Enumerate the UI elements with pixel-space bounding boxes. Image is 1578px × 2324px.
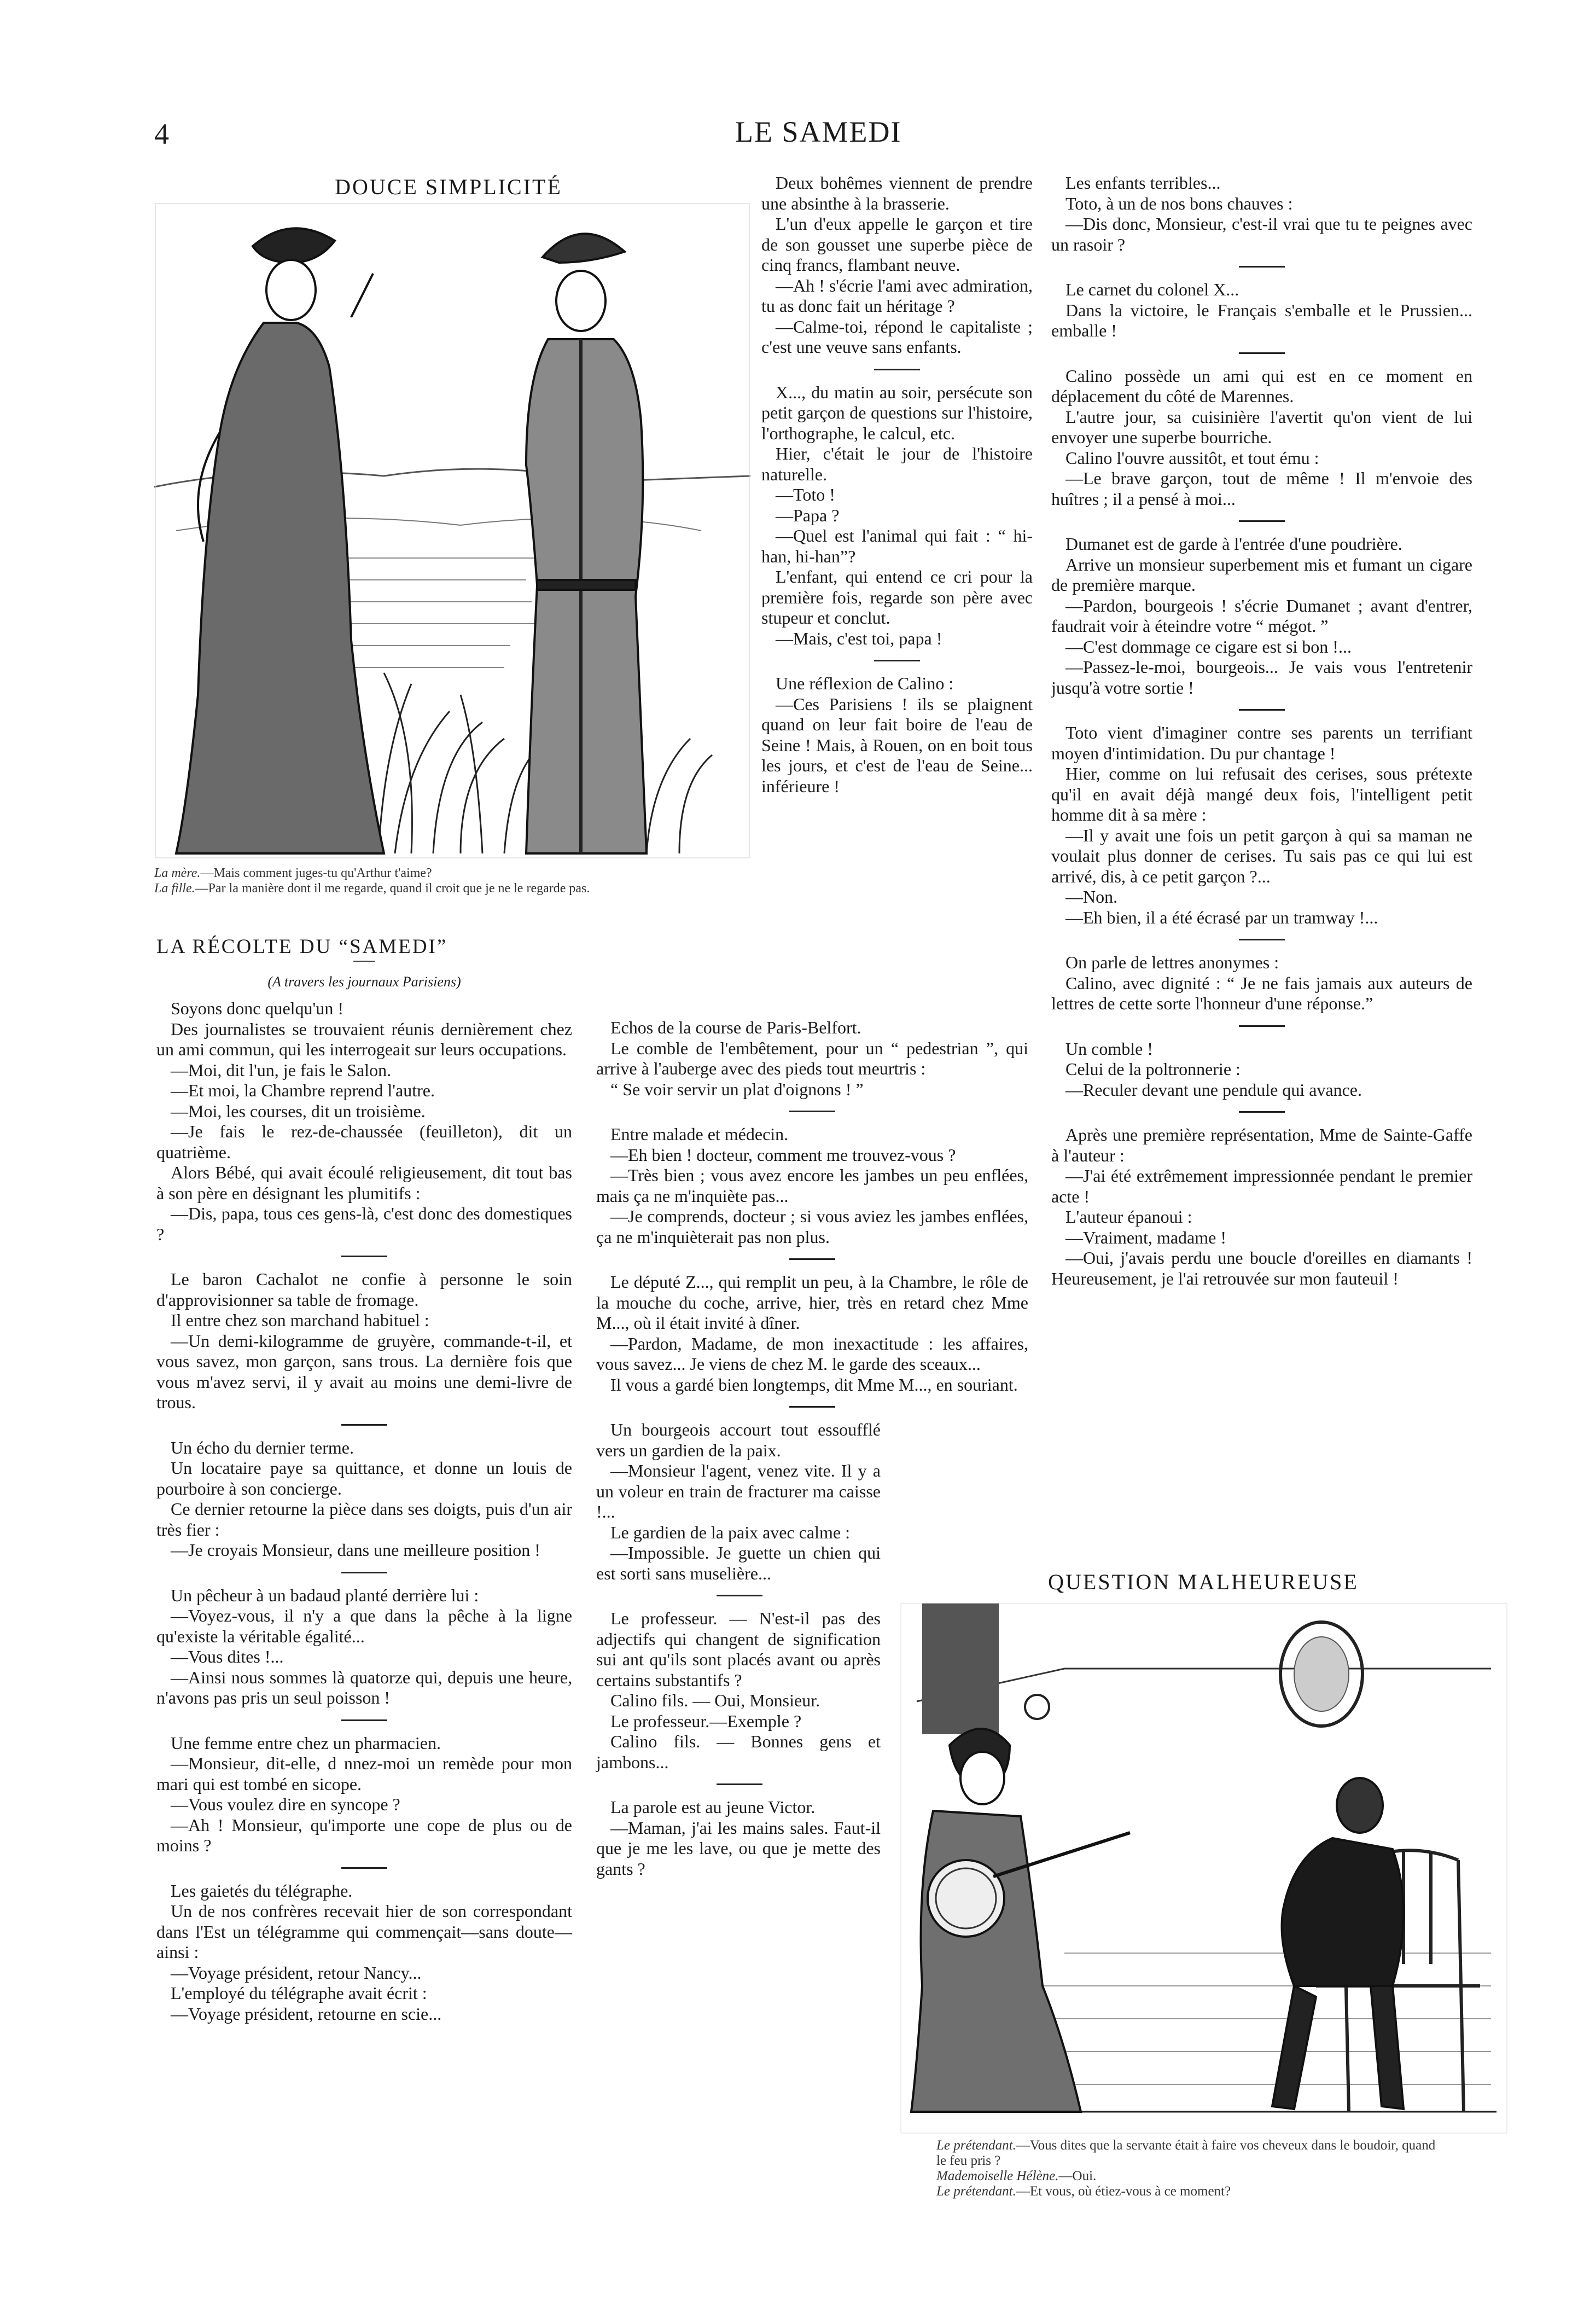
paragraph: Entre malade et médecin. (610, 1124, 789, 1144)
paragraph: Soyons donc quelqu'un ! (171, 998, 343, 1018)
anecdote-un-comble (1051, 1039, 1472, 1101)
paragraph: Alors Bébé, qui avait écoulé religieusement, dit tout bas à son père en désignant les plumitifs : (156, 1163, 572, 1203)
paragraph: —Pardon, Madame, de mon inexactitude : les affaires, vous savez... Je viens de chez M. le garde des sceaux... (596, 1333, 1028, 1374)
paragraph: Un bourgeois accourt tout essoufflé vers un gardien de la paix. (596, 1420, 881, 1460)
separator (341, 1256, 387, 1257)
separator (341, 1424, 387, 1426)
paragraph: Hier, c'était le jour de l'histoire naturelle. (761, 444, 1033, 484)
douce-simplicite-caption (154, 865, 734, 896)
anecdote-malade-medecin (596, 1124, 1028, 1247)
paragraph: Après une première représentation, Mme de Sainte-Gaffe à l'auteur : (1051, 1125, 1472, 1165)
question-malheureuse-title: QUESTION MALHEUREUSE (1048, 1570, 1359, 1594)
paragraph: Deux bohêmes viennent de prendre une absinthe à la brasserie. (761, 173, 1033, 213)
separator (789, 1406, 835, 1408)
paragraph: Le député Z..., qui remplit un peu, à la Chambre, le rôle de la mouche du coche, arrive, hier, très en retard chez Mme M..., où il était invité à dîner. (596, 1272, 1028, 1333)
paragraph: —Le brave garçon, tout de même ! Il m'envoie des huîtres ; il a pensé à moi... (1051, 468, 1472, 509)
caption-speaker-mother: La mère. (154, 866, 201, 880)
separator (341, 1867, 387, 1869)
anecdote-pharmacien (156, 1733, 572, 1856)
paragraph: —Voyage président, retour Nancy... (171, 1962, 422, 1983)
caption-text-mother: —Mais comment juges-tu qu'Arthur t'aime? (200, 866, 432, 880)
paragraph: Toto vient d'imaginer contre ses parents un terrifiant moyen d'intimidation. Du pur chantage ! (1051, 723, 1472, 763)
douce-simplicite-title: DOUCE SIMPLICITÉ (335, 175, 562, 199)
paragraph: Calino fils. — Bonnes gens et jambons... (596, 1732, 881, 1772)
paragraph: —Monsieur, dit-elle, d nnez-moi un remède pour mon mari qui est tombé en sicope. (156, 1753, 572, 1794)
paragraph: —Mais, c'est toi, papa ! (776, 628, 942, 648)
man-seated-figure (1272, 1778, 1404, 2109)
separator (1239, 939, 1285, 940)
anecdote-pecheur (156, 1585, 572, 1709)
paragraph: —Je croyais Monsieur, dans une meilleure position ! (171, 1540, 540, 1560)
separator (341, 1719, 387, 1721)
paragraph: La parole est au jeune Victor. (610, 1797, 816, 1817)
anecdote-professeur (596, 1608, 881, 1773)
paragraph: —Je comprends, docteur ; si vous aviez les jambes enflées, ça ne m'inquièterait pas non plus. (596, 1206, 1028, 1247)
paragraph: —Papa ? (776, 505, 840, 525)
caption-speaker-daughter: La fille. (154, 881, 195, 896)
paragraph: Calino, avec dignité : “ Je ne fais jamais aux auteurs de lettres de cette sorte l'honneur d'une réponse.” (1051, 973, 1472, 1013)
paragraph: —Je fais le rez-de-chaussée (feuilleton), dit un quatrième. (156, 1122, 572, 1162)
paragraph: —Moi, les courses, dit un troisième. (171, 1101, 426, 1121)
paragraph: Arrive un monsieur superbement mis et fumant un cigare de première marque. (1051, 554, 1472, 595)
separator (717, 1595, 762, 1596)
caption-speaker-pretendant: Le prétendant. (936, 2184, 1016, 2199)
paragraph: Le gardien de la paix avec calme : (610, 1522, 850, 1542)
paragraph: —C'est dommage ce cigare est si bon !... (1065, 636, 1352, 656)
paragraph: L'enfant, qui entend ce cri pour la première fois, regarde son père avec stupeur et conclut. (761, 567, 1033, 628)
paragraph: Le professeur.—Exemple ? (610, 1711, 802, 1731)
paragraph: Calino l'ouvre aussitôt, et tout ému : (1065, 448, 1319, 468)
paragraph: Toto, à un de nos bons chauves : (1065, 193, 1293, 213)
paragraph: On parle de lettres anonymes : (1065, 952, 1279, 972)
separator (789, 1258, 835, 1260)
paragraph: Calino fils. — Oui, Monsieur. (610, 1690, 820, 1710)
question-malheureuse-caption (936, 2138, 1440, 2199)
paragraph: —Impossible. Je guette un chien qui est sorti sans muselière... (596, 1543, 881, 1583)
paragraph: —Non. (1065, 887, 1118, 907)
paragraph: —Ainsi nous sommes là quatorze qui, depuis une heure, n'avons pas pris un seul poisson ! (156, 1667, 572, 1707)
separator (1239, 709, 1285, 711)
recolte-title: LA RÉCOLTE DU “SAMEDI” (156, 936, 448, 958)
paragraph: —Ces Parisiens ! ils se plaignent quand on leur fait boire de l'eau de Seine ! Mais, à Rouen, on en boit tous les jours, et c'est de l'eau de Seine... inférieure ! (761, 694, 1033, 796)
caption-text: —Oui. (1058, 2169, 1097, 2183)
paragraph: —Toto ! (776, 485, 835, 504)
anecdote-locataire (156, 1438, 572, 1561)
paragraph: L'un d'eux appelle le garçon et tire de son gousset une superbe pièce de cinq francs, flambant neuve. (761, 214, 1033, 275)
separator (1239, 1111, 1285, 1113)
separator (1239, 1025, 1285, 1027)
paragraph: Un comble ! (1065, 1038, 1153, 1059)
caption-text-daughter: —Par la manière dont il me regarde, quand il croit que je ne le regarde pas. (195, 881, 590, 896)
anecdote-calino-huitres (1051, 366, 1472, 510)
anecdote-sainte-gaffe (1051, 1125, 1472, 1289)
caption-text: —Et vous, où étiez-vous à ce moment? (1016, 2184, 1231, 2199)
paragraph: Celui de la poltronnerie : (1065, 1059, 1241, 1079)
paragraph: Une réflexion de Calino : (776, 673, 954, 693)
paragraph: L'autre jour, sa cuisinière l'avertit qu'on vient de lui envoyer une superbe bourriche. (1051, 406, 1472, 447)
caption-text: —Vous dites que la servante était à faire vos cheveux dans le boudoir, quand le feu pris ? (936, 2138, 1436, 2168)
anecdote-dumanet (1051, 534, 1472, 698)
paragraph: Le professeur. — N'est-il pas des adjectifs qui changent de signification sui ant qu'ils sont placés avant ou après certains substantifs ? (596, 1608, 881, 1690)
column-3 (1051, 173, 1472, 1289)
separator (789, 1111, 835, 1112)
separator (874, 369, 920, 370)
paragraph: Calino possède un ami qui est en ce moment en déplacement du côté de Marennes. (1051, 365, 1472, 406)
anecdote-reflexion-calino (761, 673, 1033, 797)
douce-simplicite-illustration (154, 202, 750, 859)
separator (1239, 352, 1285, 354)
journal-title: LE SAMEDI (735, 115, 902, 148)
paragraph: Un pêcheur à un badaud planté derrière lui : (171, 1585, 479, 1605)
anecdote-depute (596, 1272, 1028, 1395)
paragraph: Le carnet du colonel X... (1065, 280, 1239, 299)
paragraph: L'employé du télégraphe avait écrit : (171, 1983, 427, 2003)
paragraph: Hier, comme on lui refusait des cerises, sous prétexte qu'il en avait déjà mangé deux fois, l'intelligent petit homme dit à sa mère : (1051, 764, 1472, 824)
daughter-figure (526, 234, 647, 853)
paragraph: —Très bien ; vous avez encore les jambes un peu enflées, mais ça ne m'inquiète pas... (596, 1165, 1028, 1206)
paragraph: Le baron Cachalot ne confie à personne le soin d'approvisionner sa table de fromage. (156, 1269, 572, 1310)
paragraph: —Quel est l'animal qui fait : “ hi-han, hi-han”? (761, 526, 1033, 566)
paragraph: “ Se voir servir un plat d'oignons ! ” (610, 1079, 864, 1099)
paragraph: —Vous voulez dire en syncope ? (171, 1794, 400, 1814)
paragraph: Echos de la course de Paris-Belfort. (610, 1018, 861, 1037)
separator (717, 1783, 762, 1785)
paragraph: Ce dernier retourne la pièce dans ses doigts, puis d'un air très fier : (156, 1499, 572, 1539)
anecdote-journalistes (156, 998, 572, 1245)
anecdote-paris-belfort (596, 1018, 1028, 1100)
paragraph: —Vraiment, madame ! (1065, 1227, 1226, 1247)
question-malheureuse-illustration (900, 1603, 1507, 2134)
paragraph: —Oui, j'avais perdu une boucle d'oreilles en diamants ! Heureusement, je l'ai retrouvée sur mon fauteuil ! (1051, 1248, 1472, 1288)
separator (1239, 266, 1285, 268)
paragraph: —Dis, papa, tous ces gens-là, c'est donc des domestiques ? (156, 1204, 572, 1244)
paragraph: —J'ai été extrêmement impressionnée pendant le premier acte ! (1051, 1166, 1472, 1206)
caption-speaker-helene: Mademoiselle Hélène. (936, 2169, 1059, 2183)
paragraph: —Maman, j'ai les mains sales. Faut-il que je me les lave, ou que je mette des gants ? (596, 1817, 881, 1879)
paragraph: —Ah ! s'écrie l'ami avec admiration, tu as donc fait un héritage ? (761, 275, 1033, 316)
paragraph: —Un demi-kilogramme de gruyère, commande-t-il, et vous savez, mon garçon, sans trous. La dernière fois que vous m'avez servi, il y avait au moins une demi-livre de trous. (156, 1331, 572, 1412)
paragraph: Une femme entre chez un pharmacien. (171, 1733, 441, 1753)
paragraph: Un écho du dernier terme. (171, 1437, 354, 1457)
paragraph: —Reculer devant une pendule qui avance. (1065, 1079, 1362, 1100)
anecdote-toto-cerises (1051, 723, 1472, 928)
paragraph: —Pardon, bourgeois ! s'écrie Dumanet ; avant d'entrer, faudrait voir à éteindre votre “ mégot. ” (1051, 595, 1472, 636)
page-number: 4 (154, 118, 170, 150)
column-2-top (761, 173, 1033, 797)
paragraph: L'auteur épanoui : (1065, 1207, 1192, 1227)
paragraph: —Il y avait une fois un petit garçon à qui sa maman ne voulait plus donner de cerises. Tu sais pas ce qui lui est arrivé, dis, à ce petit garçon ?... (1051, 825, 1472, 886)
paragraph: Un de nos confrères recevait hier de son correspondant dans l'Est un télégramme qui commençait—sans doute—ainsi : (156, 1901, 572, 1962)
paragraph: Le comble de l'embêtement, pour un “ pedestrian ”, qui arrive à l'auberge avec des pieds tout meurtris : (596, 1038, 1028, 1078)
paragraph: —Moi, dit l'un, je fais le Salon. (171, 1060, 392, 1080)
anecdote-telegraphe (156, 1881, 572, 2025)
paragraph: —Ah ! Monsieur, qu'importe une cope de plus ou de moins ? (156, 1815, 572, 1855)
anecdote-jeune-victor (596, 1797, 881, 1879)
paragraph: Il entre chez son marchand habituel : (171, 1310, 429, 1330)
paragraph: Dumanet est de garde à l'entrée d'une poudrière. (1065, 534, 1402, 554)
paragraph: —Eh bien ! docteur, comment me trouvez-vous ? (610, 1144, 956, 1165)
separator (341, 1572, 387, 1573)
anecdote-baron-cachalot (156, 1269, 572, 1413)
separator (1239, 520, 1285, 522)
paragraph: X..., du matin au soir, persécute son petit garçon de questions sur l'histoire, l'orthographe, le calcul, etc. (761, 382, 1033, 443)
mother-figure (176, 228, 384, 853)
woman-with-banjo-figure (911, 1729, 1130, 2112)
anecdote-histoire-naturelle (761, 382, 1033, 649)
anecdote-carnet-colonel (1051, 280, 1472, 341)
separator (874, 660, 920, 661)
paragraph: Dans la victoire, le Français s'emballe et le Prussien... emballe ! (1051, 300, 1472, 340)
paragraph: —Dis donc, Monsieur, c'est-il vrai que tu te peignes avec un rasoir ? (1051, 214, 1472, 254)
paragraph: —Vous dites !... (171, 1647, 284, 1666)
paragraph: Il vous a gardé bien longtemps, dit Mme M..., en souriant. (610, 1374, 1018, 1395)
paragraph: Des journalistes se trouvaient réunis dernièrement chez un ami commun, qui les interrogeait sur leurs occupations. (156, 1019, 572, 1059)
anecdote-enfants-terribles (1051, 173, 1472, 255)
paragraph: Un locataire paye sa quittance, et donne un louis de pourboire à son concierge. (156, 1458, 572, 1498)
paragraph: —Et moi, la Chambre reprend l'autre. (171, 1080, 435, 1100)
paragraph: —Voyage président, retourne en scie... (171, 2003, 442, 2024)
paragraph: Les gaietés du télégraphe. (171, 1880, 353, 1901)
column-1 (156, 937, 572, 2024)
paragraph: —Passez-le-moi, bourgeois... Je vais vous l'entretenir jusqu'à votre sortie ! (1051, 657, 1472, 698)
paragraph: —Calme-toi, répond le capitaliste ; c'est une veuve sans enfants. (761, 316, 1033, 357)
paragraph: —Voyez-vous, il n'y a que dans la pêche à la ligne qu'existe la véritable égalité... (156, 1606, 572, 1646)
anecdote-bohemes (761, 173, 1033, 358)
caption-speaker-pretendant: Le prétendant. (936, 2138, 1016, 2153)
anecdote-bourgeois-gardien (596, 1420, 881, 1584)
paragraph: —Monsieur l'agent, venez vite. Il y a un voleur en train de fracturer ma caisse !... (596, 1461, 881, 1521)
paragraph: —Eh bien, il a été écrasé par un tramway !... (1065, 907, 1378, 927)
anecdote-lettres-anonymes (1051, 952, 1472, 1014)
recolte-subtitle: (A travers les journaux Parisiens) (267, 973, 461, 990)
paragraph: Les enfants terribles... (1065, 173, 1221, 193)
